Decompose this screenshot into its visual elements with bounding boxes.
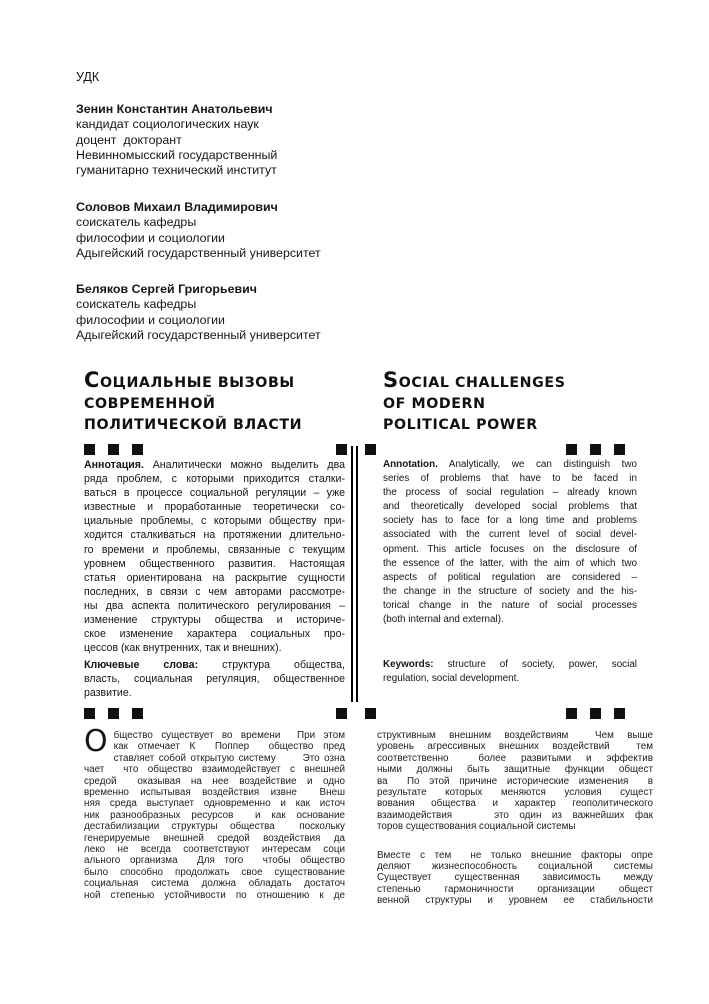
udc-label: УДК [76, 70, 100, 84]
article-title-en [383, 370, 653, 436]
text-line: венной структуры и уровнем ее стабильности [377, 895, 653, 907]
keywords-ru [84, 658, 345, 700]
inline-label: Annotation. [383, 459, 438, 470]
text-line: взаимодействия это один из важнейших фак [377, 809, 653, 821]
text-line: соответственно более развитыми и эффектив [377, 752, 653, 764]
body-column-left [84, 724, 345, 901]
text-line: результате которых меняются условия сущест [377, 787, 653, 799]
text-line: СОЦИАЛЬНЫЕ ВЫЗОВЫ [84, 368, 295, 392]
text-line: ставляет собой открытую систему Это озна [113, 752, 345, 764]
text-line: структивным внешним воздействиям Чем выше [377, 730, 653, 741]
text-line: леко не всегда соответствуют интересам соци [84, 844, 345, 856]
text-line: философии и социологии [76, 230, 225, 245]
text-line: ПОЛИТИЧЕСКОЙ ВЛАСТИ [84, 417, 303, 433]
decor-square [590, 708, 601, 719]
text-line: ными должны быть защитные функции общест [377, 764, 653, 776]
decor-square-group [84, 444, 143, 455]
decor-square-group [84, 708, 143, 719]
decor-square-group [365, 444, 376, 455]
text-line: последних, в связи с чем авторами рассмотре- [84, 585, 345, 598]
text-line: циальные проблемы, с которыми обществу при- [84, 515, 345, 528]
inline-label: Keywords: [383, 659, 434, 670]
author-block-3 [76, 282, 321, 343]
text-line: society has to face for a long time and problems [383, 515, 637, 527]
text-line: торов существования социальной системы [377, 821, 576, 833]
text-line: чает что общество взаимодействует с внешней [84, 764, 345, 776]
text-line: Annotation. Analytically, we can distinguish two [383, 459, 637, 470]
text-line: OF MODERN [383, 396, 486, 412]
body-text-left [84, 724, 345, 901]
author-name: Соловов Михаил Владимирович [76, 200, 278, 214]
text-line: series of problems that have to be faced in [383, 473, 637, 485]
text-line: ник разнообразных ресурсов и как основание [84, 809, 345, 821]
text-line: доцент докторант [76, 132, 182, 147]
body-paragraph [377, 850, 653, 907]
decor-square-group [365, 708, 376, 719]
decor-square-group [336, 708, 347, 719]
text-line: дестабилизации структуры общества поскольку [84, 821, 345, 833]
inline-label: Ключевые слова: [84, 659, 199, 671]
author-name: Зенин Константин Анатольевич [76, 102, 273, 116]
author-details [76, 215, 321, 261]
keywords-en [383, 658, 637, 686]
text-line: (both internal and external). [383, 614, 504, 626]
decor-square [614, 708, 625, 719]
text-line: изменение структуры общества и историче- [84, 614, 345, 627]
text-line: torical change in the nature of social processes [383, 599, 637, 611]
decor-square [84, 444, 95, 455]
author-name: Беляков Сергей Григорьевич [76, 282, 257, 296]
text-line: соискатель кафедры [76, 215, 197, 230]
body-paragraph [84, 724, 345, 901]
text-line: POLITICAL POWER [383, 417, 538, 433]
text-line: the change in the structure of society and the his- [383, 585, 637, 597]
text-line: opment. This article focuses on the disclosure of [383, 543, 637, 555]
text-line: Невинномысский государственный [76, 147, 278, 162]
decor-square [108, 708, 119, 719]
text-line: было способно продолжать свое существование [84, 866, 345, 878]
text-line: деляют жизнеспособность социальной системы [377, 861, 653, 873]
text-line: гуманитарно технический институт [76, 163, 277, 178]
decor-square [132, 708, 143, 719]
text-line: уровнем общественного развития. Настоящая [84, 557, 345, 570]
author-block-1 [76, 102, 277, 178]
text-line: Keywords: structure of society, power, social [383, 659, 637, 670]
drop-cap: О [84, 724, 108, 759]
text-line: Адыгейский государственный университет [76, 327, 321, 342]
text-line: власть, социальная регуляция, общественное [84, 673, 345, 686]
abstract-en [383, 458, 637, 627]
author-details [76, 117, 277, 178]
decor-square-group [336, 444, 347, 455]
text-line: известные и проработанные теоретически со- [84, 501, 345, 514]
decor-square [614, 444, 625, 455]
inline-label: Аннотация. [84, 459, 144, 471]
text-line: как отмечает К Поппер общество пред [113, 741, 345, 753]
text-line: генерируемые внешней средой воздействия да [84, 832, 345, 844]
text-line: бщество существует во времени При этом [113, 730, 345, 741]
text-line: цессов (как внутренних, так и внешних). [84, 642, 282, 655]
decor-square [84, 708, 95, 719]
text-line: Адыгейский государственный университет [76, 245, 321, 260]
text-line: the process of social regulation – already known [383, 487, 637, 499]
text-line: уровень агрессивных внешних воздействий тем [377, 741, 653, 753]
text-line: СОВРЕМЕННОЙ [84, 396, 216, 412]
decor-square [108, 444, 119, 455]
column-divider-double-rule [351, 446, 358, 702]
author-block-2 [76, 200, 321, 261]
text-line: Вместе с тем не только внешние факторы опре [377, 849, 653, 861]
text-line: ны два аспекта политического регулирования – [84, 599, 345, 612]
text-line: статья ориентирована на раскрытие сущности [84, 571, 345, 584]
decor-square [336, 708, 347, 719]
text-line: Существует существенная зависимость между [377, 872, 653, 884]
text-line: ходится сталкиваться на протяжении длительно- [84, 529, 345, 542]
decor-square [365, 708, 376, 719]
body-column-right [377, 730, 653, 907]
text-line: SOCIAL CHALLENGES [383, 368, 566, 392]
text-line: няя среда выступает одновременно и как источ [84, 798, 345, 810]
decor-square [566, 708, 577, 719]
text-line: aspects of political regulation are considered – [383, 571, 637, 583]
text-line: ва По этой причине исторические изменения в [377, 775, 653, 787]
text-line: ряда проблем, с которыми приходится сталки- [84, 473, 345, 486]
text-line: социальная система должна обладать достаточ [84, 878, 345, 890]
decor-squares-row-middle [0, 708, 709, 720]
text-line: развитие. [84, 687, 132, 700]
decor-square [590, 444, 601, 455]
text-line: the essence of the latter, with the aim of which two [383, 557, 637, 569]
abstract-ru [84, 458, 345, 655]
text-line: Аннотация. Аналитически можно выделить два [84, 459, 345, 471]
text-line: and theoretically developed social problems that [383, 501, 637, 513]
decor-square-group [566, 708, 625, 719]
text-line: Ключевые слова: структура общества, [84, 659, 345, 671]
text-line: associated with the current level of social devel- [383, 529, 637, 541]
decor-square [336, 444, 347, 455]
text-line: кандидат социологических наук [76, 117, 259, 132]
author-details [76, 297, 321, 343]
decor-square-group [566, 444, 625, 455]
decor-square [132, 444, 143, 455]
text-line: временно испытывая воздействия извне Внеш [84, 787, 345, 799]
text-line: соискатель кафедры [76, 297, 197, 312]
text-line: regulation, social development. [383, 673, 520, 685]
text-line: философии и социологии [76, 312, 225, 327]
article-title-ru [84, 370, 354, 436]
text-line: ское изменение характера социальных про- [84, 628, 345, 641]
body-paragraph [377, 730, 653, 833]
text-line: средой оказывая на нее воздействие и одно [84, 775, 345, 787]
text-line: степенью гармоничности организации общест [377, 883, 653, 895]
text-line: вования общества и характер геополитического [377, 798, 653, 810]
decor-square [566, 444, 577, 455]
text-line: го времени и проблемы, связанные с текущим [84, 543, 345, 556]
decor-square [365, 444, 376, 455]
text-line: ального организма Для того чтобы общество [84, 855, 345, 867]
text-line: ной степенью устойчивости по отношению к де [84, 889, 345, 901]
text-line: ваться в процессе социальной регуляции – уже [84, 487, 345, 500]
